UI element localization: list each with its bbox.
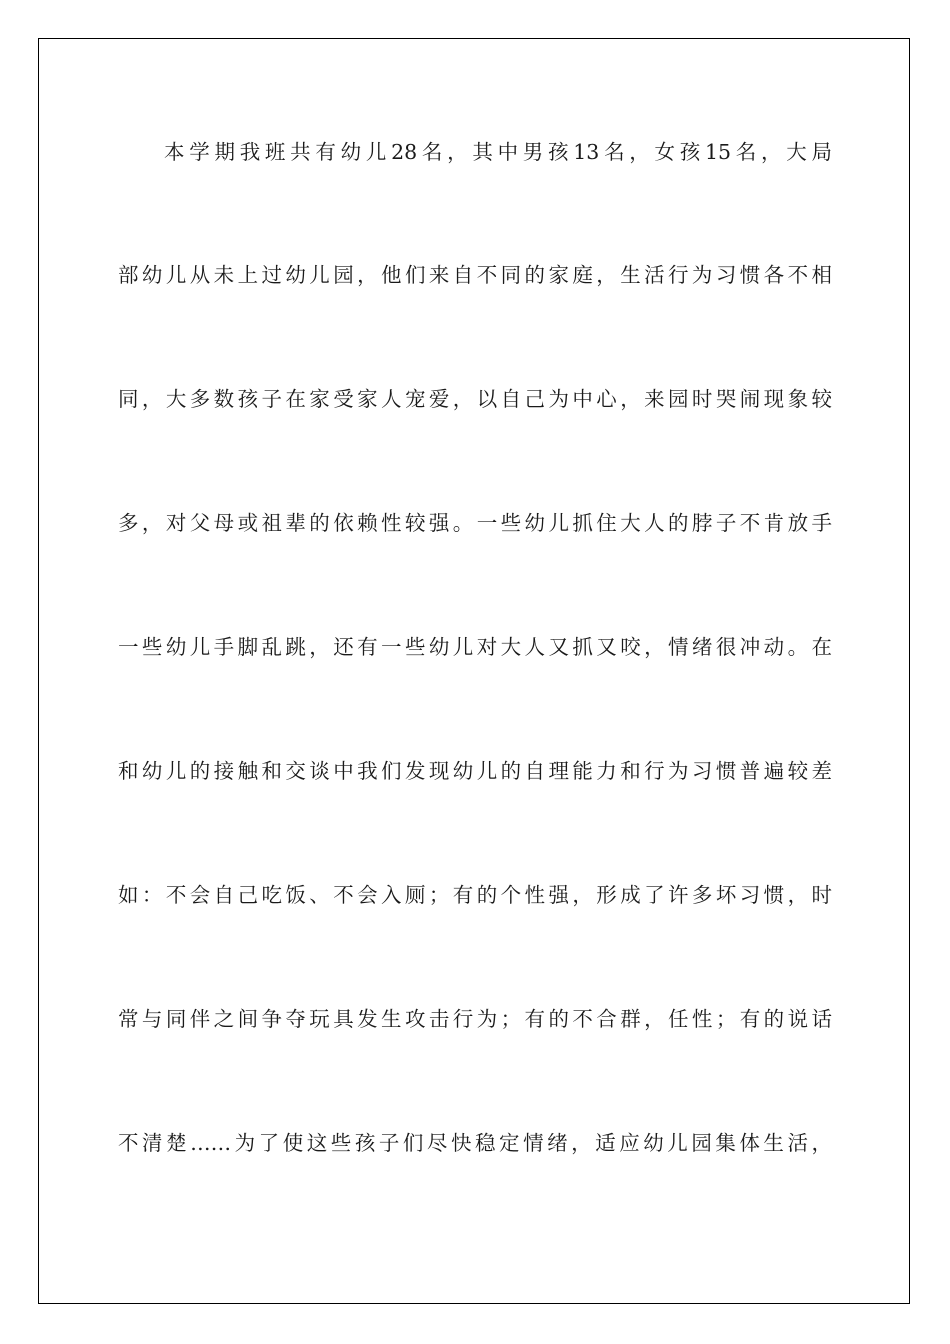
page-border xyxy=(38,38,910,1304)
paragraph-line-4: 多，对父母或祖辈的依赖性较强。一些幼儿抓住大人的脖子不肯放手 xyxy=(118,511,832,535)
paragraph-line-3: 同，大多数孩子在家受家人宠爱，以自己为中心，来园时哭闹现象较 xyxy=(118,387,832,411)
paragraph-line-8: 常与同伴之间争夺玩具发生攻击行为；有的不合群，任性；有的说话 xyxy=(118,1007,832,1031)
paragraph-line-1: 本学期我班共有幼儿28名，其中男孩13名，女孩15名，大局 xyxy=(164,140,832,164)
paragraph-line-2: 部幼儿从未上过幼儿园，他们来自不同的家庭，生活行为习惯各不相 xyxy=(118,263,832,287)
paragraph-line-6: 和幼儿的接触和交谈中我们发现幼儿的自理能力和行为习惯普遍较差 xyxy=(118,759,832,783)
paragraph-line-7: 如：不会自己吃饭、不会入厕；有的个性强，形成了许多坏习惯，时 xyxy=(118,883,832,907)
paragraph-line-9: 不清楚……为了使这些孩子们尽快稳定情绪，适应幼儿园集体生活， xyxy=(118,1131,832,1155)
paragraph-line-5: 一些幼儿手脚乱跳，还有一些幼儿对大人又抓又咬，情绪很冲动。在 xyxy=(118,635,832,659)
